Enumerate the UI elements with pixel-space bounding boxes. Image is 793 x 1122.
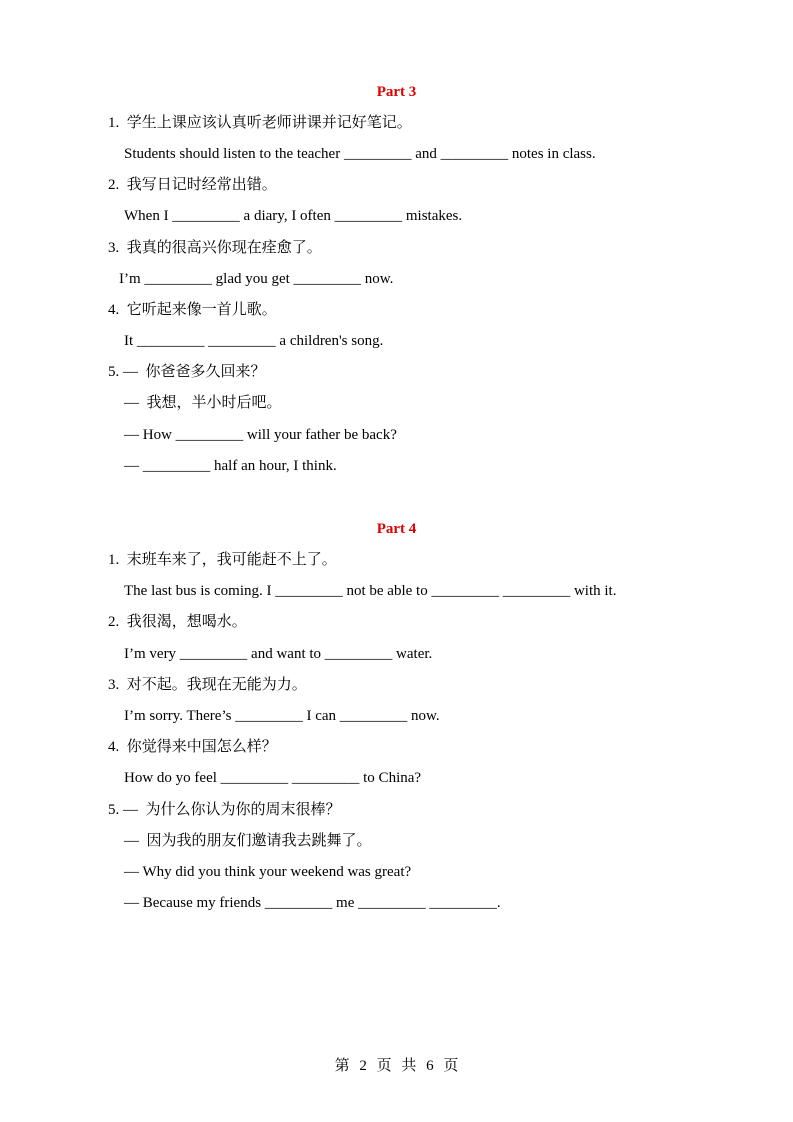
question-en: I’m very _________ and want to _________ water.: [124, 646, 433, 662]
question-cn: 3. 我真的很高兴你现在痊愈了。: [108, 240, 322, 256]
question-en: Students should listen to the teacher _________ and _________ notes in class.: [124, 146, 596, 162]
question-en: How do yo feel _________ _________ to China?: [124, 770, 422, 786]
question-en: — Why did you think your weekend was great?: [124, 864, 412, 880]
question-en: — Because my friends _________ me _________ _________.: [124, 895, 501, 911]
question-cn: 3. 对不起。我现在无能为力。: [108, 677, 307, 693]
question-cn: 1. 末班车来了，我可能赶不上了。: [108, 552, 337, 568]
question-cn: 2. 我写日记时经常出错。: [108, 177, 277, 193]
question-en: — How _________ will your father be back?: [124, 427, 397, 443]
part3-heading: Part 3: [376, 84, 417, 100]
question-en: It _________ _________ a children's song.: [124, 333, 384, 349]
question-cn: 1. 学生上课应该认真听老师讲课并记好笔记。: [108, 115, 412, 131]
question-cn: — 我想，半小时后吧。: [124, 395, 282, 411]
question-en: — _________ half an hour, I think.: [124, 458, 337, 474]
question-cn: 5. — 为什么你认为你的周末很棒？: [108, 802, 341, 818]
question-cn: — 因为我的朋友们邀请我去跳舞了。: [124, 833, 372, 849]
question-cn: 4. 它听起来像一首儿歌。: [108, 302, 277, 318]
question-cn: 5. — 你爸爸多久回来？: [108, 364, 266, 380]
question-en: I’m sorry. There’s _________ I can _________ now.: [124, 708, 440, 724]
question-en: The last bus is coming. I _________ not be able to _________ _________ with it.: [124, 583, 617, 599]
question-en: I’m _________ glad you get _________ now.: [119, 271, 394, 287]
question-cn: 2. 我很渴，想喝水。: [108, 614, 247, 630]
page-footer: 第 2 页 共 6 页: [334, 1058, 459, 1074]
question-en: When I _________ a diary, I often _________ mistakes.: [124, 208, 463, 224]
question-cn: 4. 你觉得来中国怎么样？: [108, 739, 277, 755]
part4-heading: Part 4: [376, 521, 417, 537]
